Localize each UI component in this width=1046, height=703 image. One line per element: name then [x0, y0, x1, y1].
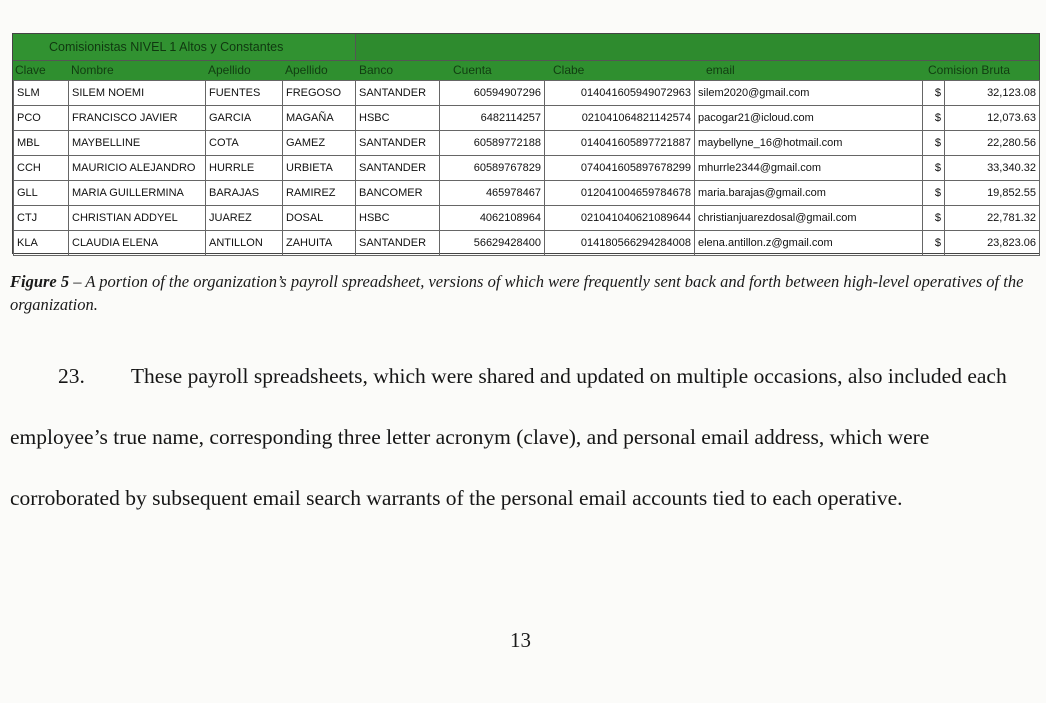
cell-banco: SANTANDER [356, 231, 440, 256]
table-row [14, 106, 1040, 131]
cell-email: maybellyne_16@hotmail.com [695, 131, 923, 156]
cell-banco: SANTANDER [356, 156, 440, 181]
cell-clabe: 014180566294284008 [545, 231, 695, 256]
table-row [14, 131, 1040, 156]
header-clave: Clave [15, 63, 46, 77]
header-cuenta: Cuenta [453, 63, 492, 77]
cell-clabe: 074041605897678299 [545, 156, 695, 181]
cell-apellido-paterno: BARAJAS [206, 181, 283, 206]
cell-comision: 33,340.32 [945, 156, 1040, 181]
cell-clave: KLA [14, 231, 69, 256]
cell-cuenta: 56629428400 [440, 231, 545, 256]
cell-currency: $ [923, 106, 945, 131]
spreadsheet-title-row [13, 34, 1039, 60]
header-email: email [706, 63, 735, 77]
cell-clave: PCO [14, 106, 69, 131]
cell-apellido-paterno: HURRLE [206, 156, 283, 181]
cell-clabe: 012041004659784678 [545, 181, 695, 206]
cell-apellido-materno: GAMEZ [283, 131, 356, 156]
cell-apellido-materno: DOSAL [283, 206, 356, 231]
table-row [14, 181, 1040, 206]
cell-comision: 22,280.56 [945, 131, 1040, 156]
cell-apellido-materno: RAMIREZ [283, 181, 356, 206]
cell-comision: 12,073.63 [945, 106, 1040, 131]
cell-cuenta: 60594907296 [440, 81, 545, 106]
cell-apellido-paterno: COTA [206, 131, 283, 156]
header-nombre: Nombre [71, 63, 114, 77]
cell-nombre: MARIA GUILLERMINA [69, 181, 206, 206]
cell-email: christianjuarezdosal@gmail.com [695, 206, 923, 231]
cell-apellido-materno: URBIETA [283, 156, 356, 181]
cell-email: pacogar21@icloud.com [695, 106, 923, 131]
cell-comision: 22,781.32 [945, 206, 1040, 231]
cell-nombre: FRANCISCO JAVIER [69, 106, 206, 131]
table-row [14, 206, 1040, 231]
cell-currency: $ [923, 231, 945, 256]
cell-cuenta: 4062108964 [440, 206, 545, 231]
cell-clave: CTJ [14, 206, 69, 231]
cell-apellido-materno: MAGAÑA [283, 106, 356, 131]
cell-clave: MBL [14, 131, 69, 156]
cell-nombre: CLAUDIA ELENA [69, 231, 206, 256]
cell-email: mhurrle2344@gmail.com [695, 156, 923, 181]
spreadsheet-header-row [13, 60, 1039, 80]
paragraph-text: These payroll spreadsheets, which were shared and updated on multiple occasions, also included each employee’s true name, corresponding three letter acronym (clave), and personal email address, which were corroborated by subsequent email search warrants of the personal email accounts tied to each operative. [10, 364, 1007, 510]
header-comision-bruta: Comision Bruta [928, 63, 1011, 77]
paragraph-23 [10, 346, 1040, 529]
cell-comision: 32,123.08 [945, 81, 1040, 106]
cell-apellido-paterno: ANTILLON [206, 231, 283, 256]
cell-clabe: 014041605949072963 [545, 81, 695, 106]
cell-currency: $ [923, 156, 945, 181]
cell-apellido-paterno: JUAREZ [206, 206, 283, 231]
cell-email: maria.barajas@gmail.com [695, 181, 923, 206]
payroll-table [13, 80, 1040, 256]
cell-clave: SLM [14, 81, 69, 106]
cell-banco: SANTANDER [356, 131, 440, 156]
spreadsheet-title: Comisionistas NIVEL 1 Altos y Constantes [49, 40, 284, 54]
cell-apellido-materno: ZAHUITA [283, 231, 356, 256]
cell-currency: $ [923, 81, 945, 106]
header-apellido-materno: Apellido [285, 63, 328, 77]
cell-apellido-paterno: GARCIA [206, 106, 283, 131]
cell-nombre: MAYBELLINE [69, 131, 206, 156]
spreadsheet-title-cell [13, 34, 356, 60]
cell-nombre: CHRISTIAN ADDYEL [69, 206, 206, 231]
cell-banco: HSBC [356, 106, 440, 131]
cell-banco: BANCOMER [356, 181, 440, 206]
figure-caption [10, 270, 1030, 316]
cell-clave: CCH [14, 156, 69, 181]
page-number: 13 [510, 628, 531, 652]
cell-comision: 23,823.06 [945, 231, 1040, 256]
cell-email: silem2020@gmail.com [695, 81, 923, 106]
cell-currency: $ [923, 131, 945, 156]
table-row [14, 231, 1040, 256]
cell-apellido-materno: FREGOSO [283, 81, 356, 106]
figure-label: Figure 5 [10, 272, 70, 291]
header-clabe: Clabe [553, 63, 585, 77]
cell-apellido-paterno: FUENTES [206, 81, 283, 106]
cell-cuenta: 6482114257 [440, 106, 545, 131]
cell-clabe: 014041605897721887 [545, 131, 695, 156]
cell-clabe: 021041064821142574 [545, 106, 695, 131]
cell-cuenta: 465978467 [440, 181, 545, 206]
figure-caption-text: – A portion of the organization’s payroll spreadsheet, versions of which were frequently sent back and forth between high-level operatives of the organization. [10, 272, 1024, 314]
cell-comision: 19,852.55 [945, 181, 1040, 206]
header-apellido-paterno: Apellido [208, 63, 251, 77]
cell-email: elena.antillon.z@gmail.com [695, 231, 923, 256]
cell-currency: $ [923, 206, 945, 231]
cell-nombre: MAURICIO ALEJANDRO [69, 156, 206, 181]
cell-cuenta: 60589772188 [440, 131, 545, 156]
cell-currency: $ [923, 181, 945, 206]
cell-banco: HSBC [356, 206, 440, 231]
cell-clave: GLL [14, 181, 69, 206]
header-banco: Banco [359, 63, 394, 77]
cell-banco: SANTANDER [356, 81, 440, 106]
table-row [14, 81, 1040, 106]
cell-cuenta: 60589767829 [440, 156, 545, 181]
table-row [14, 156, 1040, 181]
paragraph-number: 23. [58, 364, 85, 388]
cell-clabe: 021041040621089644 [545, 206, 695, 231]
payroll-spreadsheet-image [12, 33, 1040, 254]
cell-nombre: SILEM NOEMI [69, 81, 206, 106]
